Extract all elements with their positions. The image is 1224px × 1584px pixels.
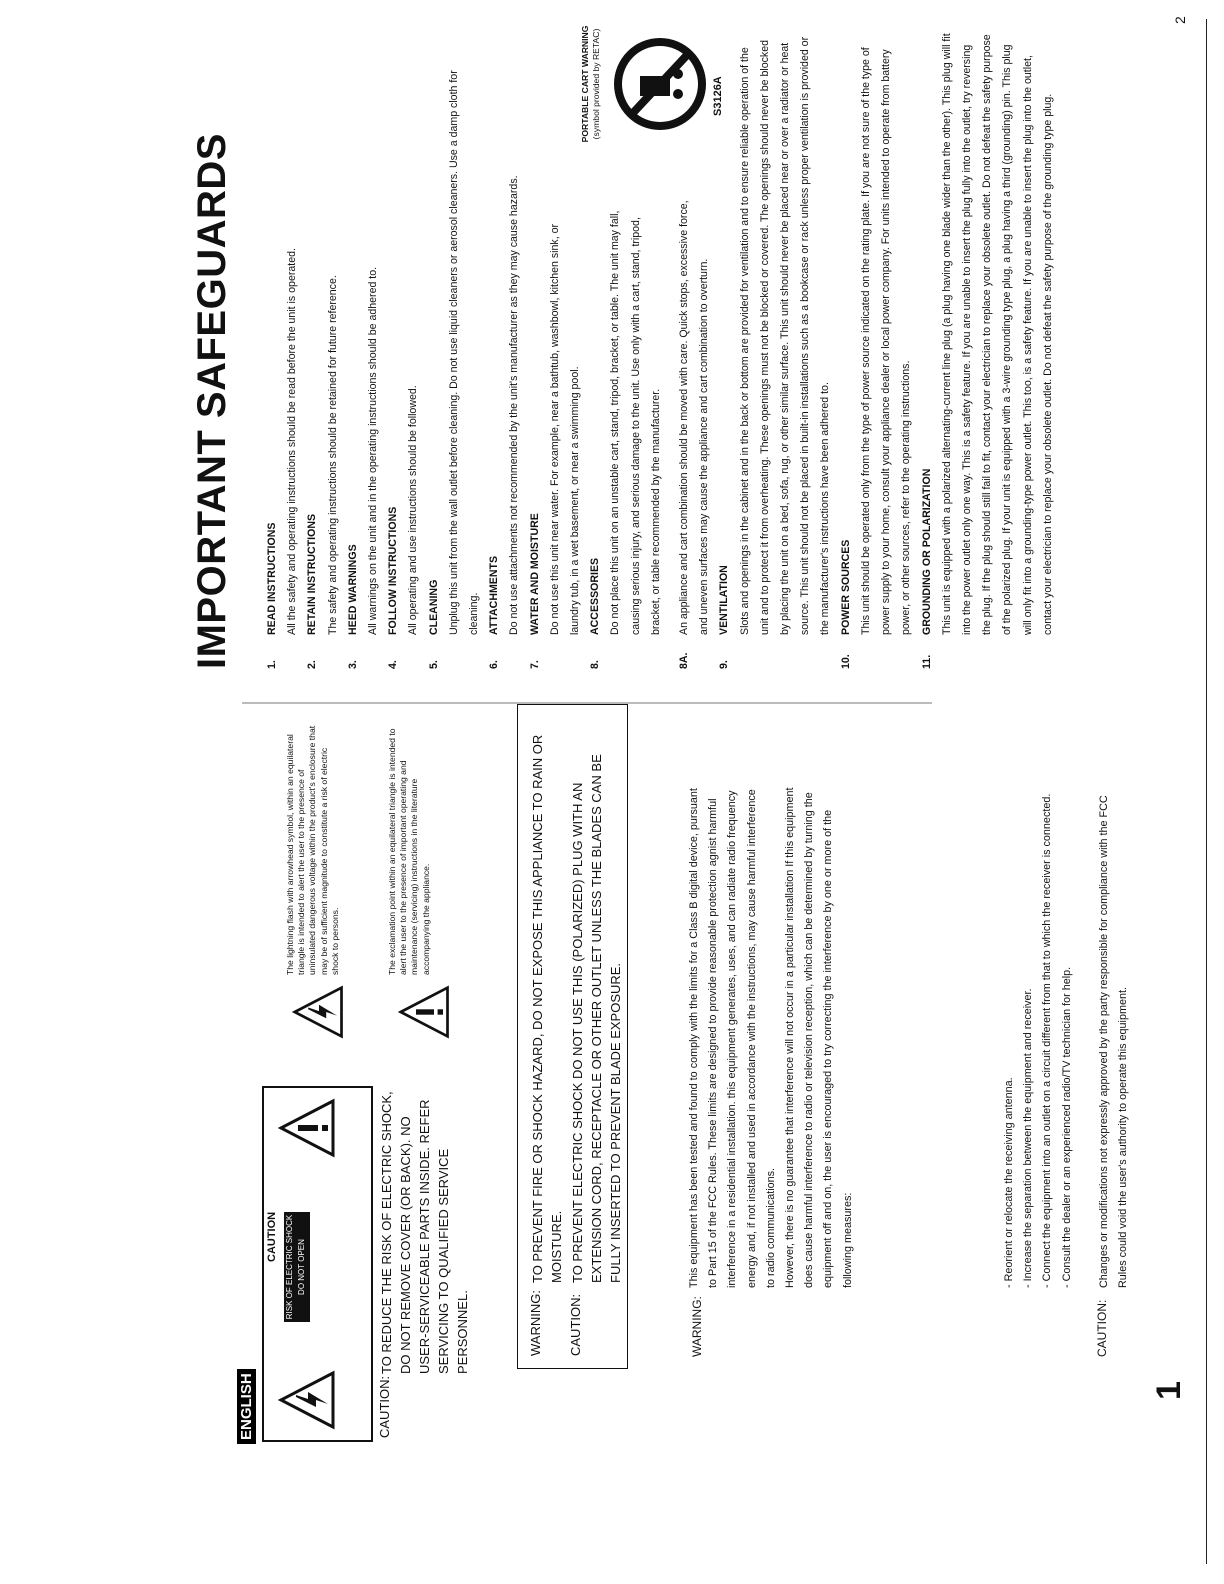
- item-heading: GROUNDING OR POLARIZATION: [920, 468, 933, 635]
- item-body: Do not place this unit on an unstable cart, stand, tripod, bracket, or table. The unit may fall, causing serious injury, and serious damage to the unit. Use only with a cart, stand, tripod, bracket, or table recommended by the manufacturer.: [609, 210, 662, 635]
- lightning-triangle-icon: [292, 985, 351, 1039]
- list-item: [484, 29, 524, 669]
- list-item: [714, 29, 835, 669]
- list-item: [302, 29, 342, 669]
- item-number: 7.: [528, 660, 541, 669]
- portable-cart-icon: [610, 34, 715, 134]
- item-number: 10.: [839, 654, 852, 669]
- fcc-paragraph: However, there is no guarantee that interference will not occur in a particular installation If this equipment does cause harmful interference to radio or television reception, which can be determined by turning the equipment off and on, the user is encouraged to try correcting the interference by one or more of the following measures:: [784, 787, 854, 1288]
- warning-text: TO PREVENT FIRE OR SHOCK HAZARD, DO NOT EXPOSE THIS APPLIANCE TO RAIN OR MOISTURE.: [530, 734, 564, 1283]
- plug-caution-heading: CAUTION:: [568, 1293, 583, 1356]
- item-body: Slots and openings in the cabinet and in the back or bottom are provided for ventilation and to ensure reliable operation of the unit and to protect it from overheating. These openings must not be blocked or covered. The openings should never be blocked by placing the unit on a bed, sofa, rug, or other similar surface. This unit should never be placed near or over a radiator or heat source. This unit should not be placed in built-in installations such as a bookcase or rack unless proper ventilation is provided or the manufacturer's instructions have been adhered to.: [738, 36, 832, 635]
- page-divider: [1206, 19, 1207, 1564]
- list-item: [262, 29, 302, 669]
- item-heading: POWER SOURCES: [839, 539, 852, 635]
- plug-caution-text: TO PREVENT ELECTRIC SHOCK DO NOT USE THIS (POLARIZED) PLUG WITH AN EXTENSION CORD, RECEPTACLE OR OTHER OUTLET UNLESS THE BLADES CAN BE FULLY INSERTED TO PREVENT BLADE EXPOSURE.: [570, 754, 623, 1283]
- item-number: 4.: [387, 660, 400, 669]
- item-number: 9.: [718, 660, 731, 669]
- caution-label: CAUTION: [266, 1211, 278, 1262]
- fcc-paragraph: This equipment has been tested and found to comply with the limits for a Class B digital device, pursuant to Part 15 of the FCC Rules. These limits are designed to provide reasonable protection agnist harmful interference in a residential installation. this equipment generates, uses, and can radiate radio frequency energy and, if not installed and used in accordance with the instructions, may cause harmful interference to radio communications.: [688, 788, 777, 1288]
- item-body: All the safety and operating instructions should be read before the unit is operated.: [286, 248, 299, 635]
- list-item: - Increase the separation between the equipment and receiver.: [1019, 788, 1038, 1288]
- page-number-left: 1: [1150, 1381, 1188, 1400]
- item-body: This unit is equipped with a polarized alternating-current line plug (a plug having one blade wider than the other). This plug will fit into the power outlet only one way. This is a safety feature. If you are unable to insert the plug fully into the outlet, try reversing the plug. If the plug should still fail to fit, contact your electrician to replace your obsolete outlet. Do not defeat the safety purpose of the polarized plug. If your unit is equipped with a 3-wire grounding type plug, a plug having a third (grounding) pin. This plug will only fit into a grounding-type power outlet. This too, is a safety feature. If you are unable to insert the plug into the outlet, contact your electrician to replace your obsolete outlet. Do not defeat the safety purpose of the grounding type plug.: [940, 33, 1054, 635]
- item-number: 2.: [306, 660, 319, 669]
- shock-line-1: RISK OF ELECTRIC SHOCK: [285, 1214, 294, 1320]
- exclamation-triangle-icon: [398, 985, 457, 1039]
- item-body: This unit should be operated only from the type of power source indicated on the rating plate. If you are not sure of the type of power supply to your home, consult your appliance dealer or local power company. For units intended to operate from battery power, or other sources, refer to the operating instructions.: [859, 47, 913, 635]
- cart-warning-caption: [580, 14, 602, 154]
- item-body: The safety and operating instructions should be retained for future reference.: [326, 275, 339, 635]
- warning-heading: WARNING:: [528, 1290, 543, 1356]
- item-body: Unplug this unit from the wall outlet before cleaning. Do not use liquid cleaners or aerosol cleaners. Use a damp cloth for cleaning.: [447, 70, 481, 635]
- exclamation-warning-icon: [278, 1098, 343, 1158]
- item-number: 3.: [346, 660, 359, 669]
- fcc-warning-heading: WARNING:: [690, 1296, 704, 1357]
- item-number: 5.: [427, 660, 440, 669]
- fcc-statement: [685, 778, 858, 1288]
- fcc-caution-text: Changes or modifications not expressly approved by the party responsible for compliance with the FCC Rules could void the user's authority to operate this equipment.: [1098, 795, 1130, 1288]
- list-item: [525, 29, 586, 669]
- panel-caution-heading: CAUTION:: [377, 1375, 392, 1438]
- item-number: 11.: [920, 654, 933, 669]
- item-body: All operating and use instructions should be followed.: [407, 385, 420, 635]
- cart-caption-title: PORTABLE CART WARNING: [580, 25, 590, 143]
- fcc-caution-heading: CAUTION:: [1095, 1299, 1109, 1357]
- list-item: [836, 29, 917, 669]
- list-item: - Consult the dealer or an experienced radio/TV technician for help.: [1058, 788, 1077, 1288]
- panel-caution-text: TO REDUCE THE RISK OF ELECTRIC SHOCK, DO NOT REMOVE COVER (OR BACK). NO USER-SERVICEABLE PARTS INSIDE. REFER SERVICING TO QUALIFIED SERVICE PERSONNEL.: [379, 1091, 470, 1374]
- cart-caption-note: (symbol provided by RETAC): [591, 28, 602, 140]
- list-item: - Reorient or relocate the receiving antenna.: [1000, 788, 1019, 1288]
- cart-symbol-code: S3126A: [712, 76, 724, 116]
- item-body: All warnings on the unit and in the operating instructions should be adhered to.: [367, 266, 380, 635]
- item-heading: WATER AND MOISTURE: [528, 513, 541, 635]
- item-heading: READ INSTRUCTIONS: [266, 522, 278, 635]
- item-heading: ATTACHMENTS: [488, 555, 501, 635]
- page-title: IMPORTANT SAFEGUARDS: [190, 133, 234, 669]
- list-item: [424, 29, 485, 669]
- item-number: 1.: [266, 660, 278, 669]
- page-number-right: 2: [1172, 16, 1188, 24]
- item-heading: HEED WARNINGS: [346, 544, 359, 635]
- list-item: [343, 29, 383, 669]
- item-heading: ACCESSORIES: [589, 557, 602, 635]
- item-body: An appliance and cart combination should be moved with care. Quick stops, excessive force, and uneven surfaces may cause the appliance and cart combination to overturn.: [678, 200, 711, 635]
- list-item: [383, 29, 423, 669]
- lightning-warning-icon: [278, 1370, 343, 1430]
- item-heading: FOLLOW INSTRUCTIONS: [387, 506, 400, 635]
- item-number: 8A.: [678, 652, 691, 669]
- shock-warning-bar: [284, 1212, 310, 1322]
- item-heading: CLEANING: [427, 579, 440, 635]
- item-heading: VENTILATION: [718, 565, 731, 635]
- language-tab: ENGLISH: [237, 1369, 256, 1444]
- item-body: Do not use attachments not recommended by the unit's manufacturer as they may cause hazards.: [508, 175, 521, 635]
- shock-line-2: DO NOT OPEN: [297, 1239, 306, 1295]
- exclamation-symbol-note: The exclamation point within an equilateral triangle is intended to alert the user to the presence of important operating and maintenance (servicing) instructions in the literature accompanying the appliance.: [387, 728, 431, 975]
- fcc-measures-list: [1000, 788, 1077, 1288]
- caution-panel: [262, 1086, 373, 1442]
- item-number: 8.: [589, 660, 602, 669]
- item-body: Do not use this unit near water. For example, near a bathtub, washbowl, kitchen sink, or laundry tub, in a wet basement, or near a swimming pool.: [548, 223, 582, 635]
- list-item: [917, 29, 1058, 669]
- lightning-symbol-note: The lightning flash with arrowhead symbol, within an equilateral triangle is intended to alert the user to the presence of uninsulated dangerous voltage within the product's enclosure that may be of sufficient magnitude to constitute a risk of electric shock to persons.: [285, 725, 340, 975]
- warning-box: [517, 704, 628, 1369]
- item-number: 6.: [488, 660, 501, 669]
- list-item: - Connect the equipment into an outlet on a circuit different from that to which the receiver is connected.: [1038, 788, 1057, 1288]
- item-heading: RETAIN INSTRUCTIONS: [306, 513, 319, 635]
